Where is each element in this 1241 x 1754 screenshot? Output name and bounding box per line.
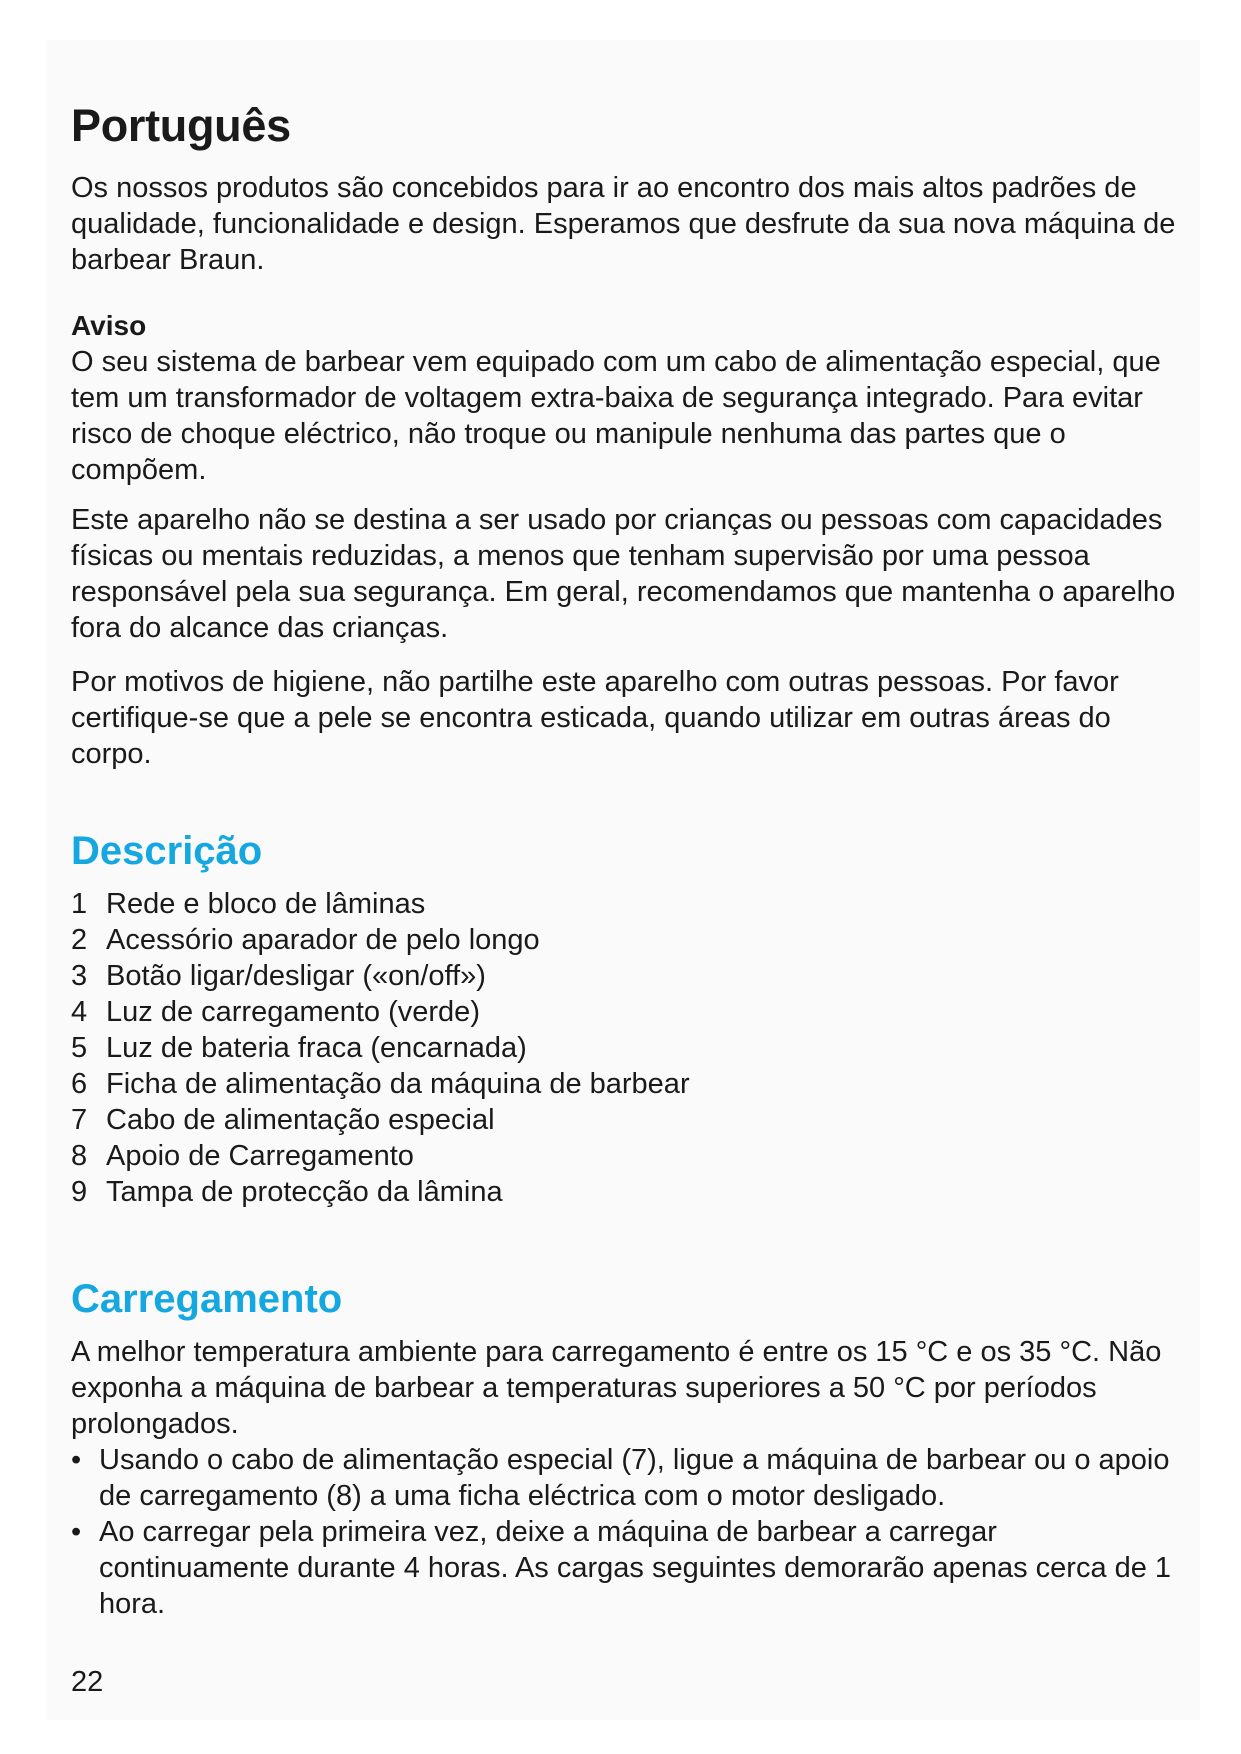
page-title: Português (71, 100, 291, 151)
item-text: Rede e bloco de lâminas (106, 888, 426, 920)
item-number: 6 (71, 1068, 88, 1100)
charging-intro: A melhor temperatura ambiente para carregamento é entre os 15 °C e os 35 °C. Não exponha a máquina de barbear a temperaturas superiores a 50 °C por períodos prolongados. (71, 1336, 1162, 1440)
item-text: Tampa de protecção da lâmina (106, 1176, 503, 1208)
warning-paragraph-3: Por motivos de higiene, não partilhe este aparelho com outras pessoas. Por favor certifique-se que a pele se encontra esticada, quando utilizar em outras áreas do corpo. (71, 666, 1119, 770)
item-text: Luz de carregamento (verde) (106, 996, 480, 1028)
warning-paragraph-2: Este aparelho não se destina a ser usado por crianças ou pessoas com capacidades físicas ou mentais reduzidas, a menos que tenham supervisão por uma pessoa responsável pela sua segurança. Em geral, recomendamos que mantenha o aparelho fora do alcance das crianças. (71, 504, 1176, 644)
list-item (71, 994, 1181, 1030)
page-number: 22 (71, 1666, 104, 1698)
list-item (71, 1442, 1181, 1514)
item-text: Ficha de alimentação da máquina de barbear (106, 1068, 690, 1100)
list-item (71, 1066, 1181, 1102)
step-text: Ao carregar pela primeira vez, deixe a máquina de barbear a carregar continuamente durante 4 horas. As cargas seguintes demorarão apenas cerca de 1 hora. (99, 1516, 1172, 1620)
bullet-icon: • (71, 1444, 82, 1476)
list-item (71, 1138, 1181, 1174)
warning-paragraph-1: O seu sistema de barbear vem equipado com um cabo de alimentação especial, que tem um transformador de voltagem extra-baixa de segurança integrado. Para evitar risco de choque eléctrico, não troque ou manipule nenhuma das partes que o compõem. (71, 346, 1161, 486)
list-item (71, 1514, 1181, 1622)
page-content (71, 98, 1181, 1622)
step-text: Usando o cabo de alimentação especial (7), ligue a máquina de barbear ou o apoio de carregamento (8) a uma ficha eléctrica com o motor desligado. (99, 1444, 1170, 1512)
intro-paragraph: Os nossos produtos são concebidos para ir ao encontro dos mais altos padrões de qualidade, funcionalidade e design. Esperamos que desfrute da sua nova máquina de barbear Braun. (71, 172, 1176, 276)
charging-steps (71, 1442, 1181, 1622)
item-number: 3 (71, 960, 88, 992)
parts-list (71, 886, 1181, 1210)
list-item (71, 958, 1181, 994)
bullet-icon: • (71, 1516, 82, 1548)
item-number: 1 (71, 888, 88, 920)
item-text: Acessório aparador de pelo longo (106, 924, 540, 956)
list-item (71, 1102, 1181, 1138)
warning-label: Aviso (71, 310, 147, 341)
list-item (71, 886, 1181, 922)
charging-heading: Carregamento (71, 1277, 343, 1321)
list-item (71, 1030, 1181, 1066)
item-number: 8 (71, 1140, 88, 1172)
item-text: Luz de bateria fraca (encarnada) (106, 1032, 527, 1064)
description-heading: Descrição (71, 829, 263, 873)
item-number: 5 (71, 1032, 88, 1064)
item-text: Botão ligar/desligar («on/off») (106, 960, 486, 992)
item-number: 9 (71, 1176, 88, 1208)
item-number: 7 (71, 1104, 88, 1136)
item-number: 2 (71, 924, 88, 956)
list-item (71, 922, 1181, 958)
list-item (71, 1174, 1181, 1210)
item-text: Apoio de Carregamento (106, 1140, 414, 1172)
item-text: Cabo de alimentação especial (106, 1104, 495, 1136)
item-number: 4 (71, 996, 88, 1028)
